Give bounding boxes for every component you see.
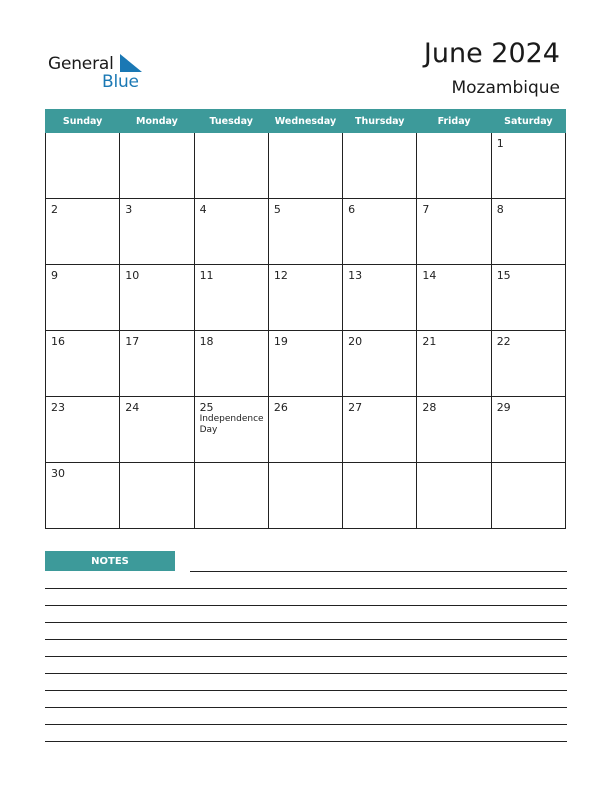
weekday-header: Friday bbox=[417, 110, 491, 133]
day-number: 2 bbox=[51, 203, 58, 216]
weekday-header: Saturday bbox=[491, 110, 565, 133]
weekday-header: Wednesday bbox=[268, 110, 342, 133]
day-cell bbox=[343, 265, 417, 331]
day-cell bbox=[417, 265, 491, 331]
day-number: 14 bbox=[422, 269, 437, 282]
note-line bbox=[45, 690, 567, 691]
day-cell bbox=[343, 331, 417, 397]
country-name: Mozambique bbox=[451, 78, 560, 98]
weekday-header: Thursday bbox=[343, 110, 417, 133]
calendar-week-row bbox=[46, 133, 566, 199]
day-number: 22 bbox=[496, 335, 511, 348]
day-cell bbox=[268, 331, 342, 397]
day-number: 13 bbox=[348, 269, 363, 282]
day-cell bbox=[417, 463, 491, 529]
day-number: 21 bbox=[422, 335, 437, 348]
day-cell bbox=[268, 199, 342, 265]
day-number: 12 bbox=[273, 269, 288, 282]
note-line bbox=[45, 639, 567, 640]
weekday-header: Sunday bbox=[46, 110, 120, 133]
day-number: 29 bbox=[496, 401, 511, 414]
day-cell bbox=[491, 463, 565, 529]
month-title: June 2024 bbox=[423, 38, 560, 69]
calendar-grid bbox=[45, 109, 565, 529]
day-number: 6 bbox=[348, 203, 356, 216]
day-cell bbox=[194, 133, 268, 199]
day-cell bbox=[46, 265, 120, 331]
day-number: 28 bbox=[422, 401, 437, 414]
day-cell bbox=[46, 331, 120, 397]
day-cell bbox=[343, 133, 417, 199]
note-line bbox=[45, 605, 567, 606]
day-number: 1 bbox=[496, 137, 504, 150]
day-number: 16 bbox=[51, 335, 65, 348]
day-number: 20 bbox=[348, 335, 363, 348]
note-line bbox=[45, 724, 567, 725]
day-cell bbox=[343, 463, 417, 529]
day-number: 7 bbox=[422, 203, 430, 216]
day-number: 11 bbox=[199, 269, 214, 282]
day-number: 17 bbox=[125, 335, 140, 348]
calendar-week-row bbox=[46, 463, 566, 529]
day-cell bbox=[491, 199, 565, 265]
day-number: 10 bbox=[125, 269, 140, 282]
logo-word-blue: Blue bbox=[102, 72, 139, 92]
day-cell bbox=[343, 397, 417, 463]
day-cell bbox=[120, 265, 194, 331]
day-cell bbox=[417, 331, 491, 397]
day-cell bbox=[194, 463, 268, 529]
calendar-week-row bbox=[46, 397, 566, 463]
note-line bbox=[45, 707, 567, 708]
calendar-week-row bbox=[46, 331, 566, 397]
weekday-header: Tuesday bbox=[194, 110, 268, 133]
day-cell bbox=[268, 397, 342, 463]
weekday-header: Monday bbox=[120, 110, 194, 133]
day-number: 9 bbox=[51, 269, 58, 282]
day-number: 27 bbox=[348, 401, 363, 414]
day-number: 4 bbox=[199, 203, 207, 216]
day-number: 25 bbox=[199, 401, 214, 414]
day-cell bbox=[120, 397, 194, 463]
day-number: 3 bbox=[125, 203, 133, 216]
day-cell bbox=[120, 133, 194, 199]
day-number: 30 bbox=[51, 467, 65, 480]
calendar-week-row bbox=[46, 265, 566, 331]
day-cell bbox=[491, 397, 565, 463]
day-number: 26 bbox=[273, 401, 288, 414]
day-cell bbox=[194, 265, 268, 331]
day-cell bbox=[491, 331, 565, 397]
note-line bbox=[45, 622, 567, 623]
day-number: 8 bbox=[496, 203, 504, 216]
day-number: 15 bbox=[496, 269, 511, 282]
day-cell bbox=[120, 199, 194, 265]
logo-triangle-icon bbox=[120, 54, 142, 72]
day-cell bbox=[194, 199, 268, 265]
note-line bbox=[45, 656, 567, 657]
note-line bbox=[45, 588, 567, 589]
note-line bbox=[190, 571, 567, 572]
logo-word-general: General bbox=[48, 54, 114, 74]
day-cell bbox=[268, 463, 342, 529]
day-cell bbox=[194, 397, 268, 463]
calendar-table bbox=[45, 109, 566, 529]
day-cell bbox=[46, 199, 120, 265]
day-cell bbox=[343, 199, 417, 265]
generalblue-logo bbox=[48, 52, 158, 92]
note-line bbox=[45, 673, 567, 674]
holiday-label: Independence Day bbox=[199, 414, 264, 435]
notes-label: NOTES bbox=[45, 551, 175, 571]
day-cell bbox=[46, 397, 120, 463]
note-line bbox=[45, 741, 567, 742]
weekday-header-row bbox=[46, 110, 566, 133]
day-cell bbox=[194, 331, 268, 397]
day-number: 19 bbox=[273, 335, 288, 348]
day-cell bbox=[491, 133, 565, 199]
day-cell bbox=[268, 133, 342, 199]
day-number: 24 bbox=[125, 401, 140, 414]
day-number: 18 bbox=[199, 335, 214, 348]
day-cell bbox=[491, 265, 565, 331]
day-cell bbox=[120, 331, 194, 397]
day-cell bbox=[417, 199, 491, 265]
calendar-week-row bbox=[46, 199, 566, 265]
day-cell bbox=[417, 133, 491, 199]
day-number: 5 bbox=[273, 203, 281, 216]
day-cell bbox=[120, 463, 194, 529]
day-cell bbox=[268, 265, 342, 331]
day-cell bbox=[46, 463, 120, 529]
day-cell bbox=[417, 397, 491, 463]
day-cell bbox=[46, 133, 120, 199]
day-number: 23 bbox=[51, 401, 65, 414]
